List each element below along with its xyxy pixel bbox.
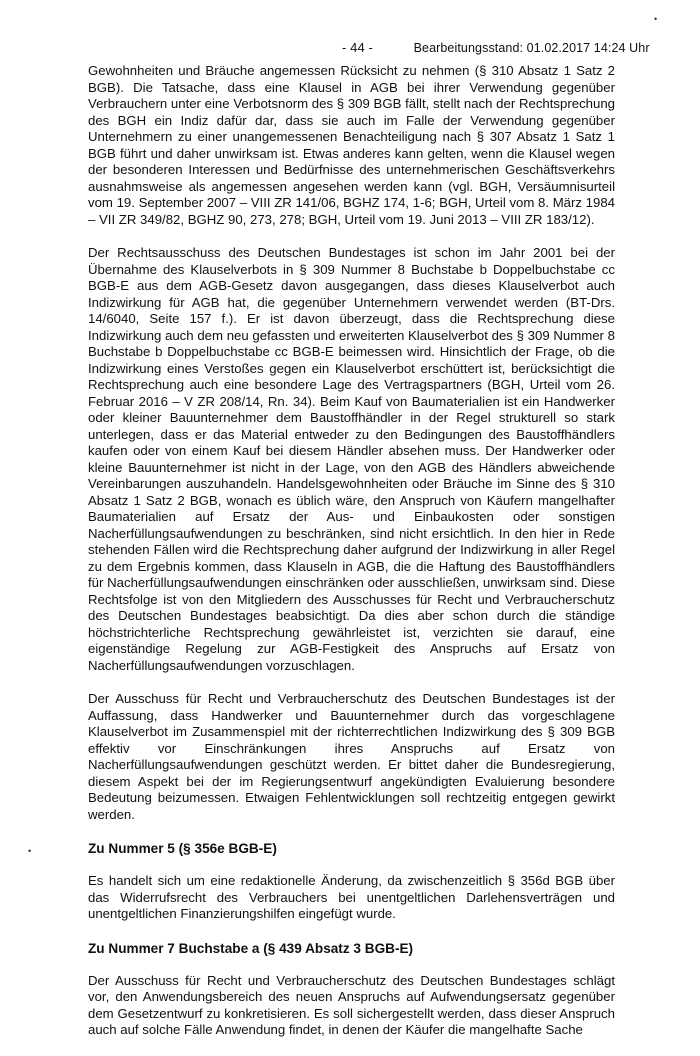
paragraph: Der Ausschuss für Recht und Verbraucherschutz des Deutschen Bundestages schlägt vor, den Anwendungsbereich des neuen Anspruchs auf Aufwendungsersatz gegenüber dem Gesetzentwurf zu konkretisieren. Es soll sichergestellt werden, dass dieser Anspruch auch auf solche Fälle Anwendung findet, in denen der Käufer die mangelhafte Sache (88, 972, 615, 1037)
section-heading: Zu Nummer 7 Buchstabe a (§ 439 Absatz 3 BGB-E) (88, 940, 414, 956)
page-number: - 44 - (342, 40, 373, 55)
document-body (88, 63, 615, 1056)
paragraph: Es handelt sich um eine redaktionelle Änderung, da zwischenzeitlich § 356d BGB über das Widerrufsrecht des Verbrauchers bei unentgeltlichen Darlehensverträgen und unentgeltlichen Finanzierungshilfen eingefügt wurde. (88, 873, 615, 921)
scan-mark: • (28, 846, 32, 856)
paragraph: Gewohnheiten und Bräuche angemessen Rücksicht zu nehmen (§ 310 Absatz 1 Satz 2 BGB). Die Tatsache, dass eine Klausel in AGB bei ihrer Verwendung gegenüber Verbrauchern unter eine Verbotsnorm des § 309 BGB fällt, stellt nach der Rechtsprechung des BGH ein Indiz dafür dar, dass sie auch im Falle der Verwendung gegenüber Unternehmern zu einer unangemessenen Benachteiligung nach § 307 Absatz 1 Satz 1 BGB führt und daher unwirksam ist. Etwas anderes kann gelten, wenn die Klausel wegen der besonderen Interessen und Bedürfnisse des unternehmerischen Geschäftsverkehrs ausnahmsweise als angemessen angesehen werden kann (vgl. BGH, Versäumnisurteil vom 19. September 2007 – VIII ZR 141/06, BGHZ 174, 1-6; BGH, Urteil vom 8. März 1984 – VII ZR 349/82, BGHZ 90, 273, 278; BGH, Urteil vom 19. Juni 2013 – VIII ZR 183/12). (88, 63, 616, 227)
section-heading: Zu Nummer 5 (§ 356e BGB-E) (88, 841, 277, 856)
page-header (342, 40, 660, 55)
edit-status: Bearbeitungsstand: 01.02.2017 14:24 Uhr (413, 41, 650, 55)
paragraph: Der Ausschuss für Recht und Verbraucherschutz des Deutschen Bundestages ist der Auffassung, dass Handwerker und Bauunternehmer durch das vorgeschlagene Klauselverbot im Zusammenspiel mit der richterrechtlichen Indizwirkung des § 309 BGB effektiv vor Einschränkungen ihres Anspruchs auf Ersatz von Nacherfüllungsaufwendungen geschützt werden. Er bittet daher die Bundesregierung, diesem Aspekt bei der im Regierungsentwurf angekündigten Evaluierung besondere Bedeutung beizumessen. Etwaigen Fehlentwicklungen soll rechtzeitig entgegen gewirkt werden. (88, 691, 615, 822)
paragraph: Der Rechtsausschuss des Deutschen Bundestages ist schon im Jahr 2001 bei der Übernahme des Klauselverbots in § 309 Nummer 8 Buchstabe b Doppelbuchstabe cc BGB-E aus dem AGB-Gesetz davon ausgegangen, dass dieses Klauselverbot auch Indizwirkung für AGB hat, die gegenüber Unternehmern verwendet werden (BT-Drs. 14/6040, Seite 157 f.). Er ist davon überzeugt, dass die Rechtsprechung diese Indizwirkung auch dem neu gefassten und erweiterten Klauselverbot des § 309 Nummer 8 Buchstabe b Doppelbuchstabe cc BGB-E beimessen wird. Hinsichtlich der Frage, ob die Indizwirkung eines Verstoßes gegen ein Klauselverbot erschüttert ist, berücksichtigt die Rechtsprechung auch eine besondere Lage des Vertragspartners (BGH, Urteil vom 26. Februar 2016 – V ZR 208/14, Rn. 34). Beim Kauf von Baumaterialien ist ein Handwerker oder kleiner Bauunternehmer dem Baustoffhändler in der Regel strukturell so stark unterlegen, dass er das Material entweder zu den Bedingungen des Baustoffhändlers kaufen oder von einem Kauf bei diesem Händler absehen muss. Der Handwerker oder kleine Bauunternehmer ist nicht in der Lage, von den AGB des Händlers abweichende Vereinbarungen auszuhandeln. Handelsgewohnheiten oder Bräuche im Sinne des § 310 Absatz 1 Satz 2 BGB, wonach es üblich wäre, den Anspruch von Käufern mangelhafter Baumaterialien auf Ersatz der Aus- und Einbaukosten oder sonstigen Nacherfüllungsaufwendungen zu beschränken, sind nicht ersichtlich. In den hier in Rede stehenden Fällen wird die Rechtsprechung daher aufgrund der Indizwirkung in aller Regel zu dem Ergebnis kommen, dass Klauseln in AGB, die die Haftung des Baustoffhändlers für Nacherfüllungsaufwendungen einschränken oder ausschließen, unwirksam sind. Diese Rechtsfolge ist von den Mitgliedern des Ausschusses für Recht und Verbraucherschutz des Deutschen Bundestages beabsichtigt. Da dies aber schon durch die ständige höchstrichterliche Rechtsprechung gewährleistet ist, verzichten sie darauf, eine eigenständige Regelung zur AGB-Festigkeit des Anspruchs auf Ersatz von Nacherfüllungsaufwendungen vorzuschlagen. (88, 245, 615, 673)
scan-mark: • (654, 14, 658, 24)
